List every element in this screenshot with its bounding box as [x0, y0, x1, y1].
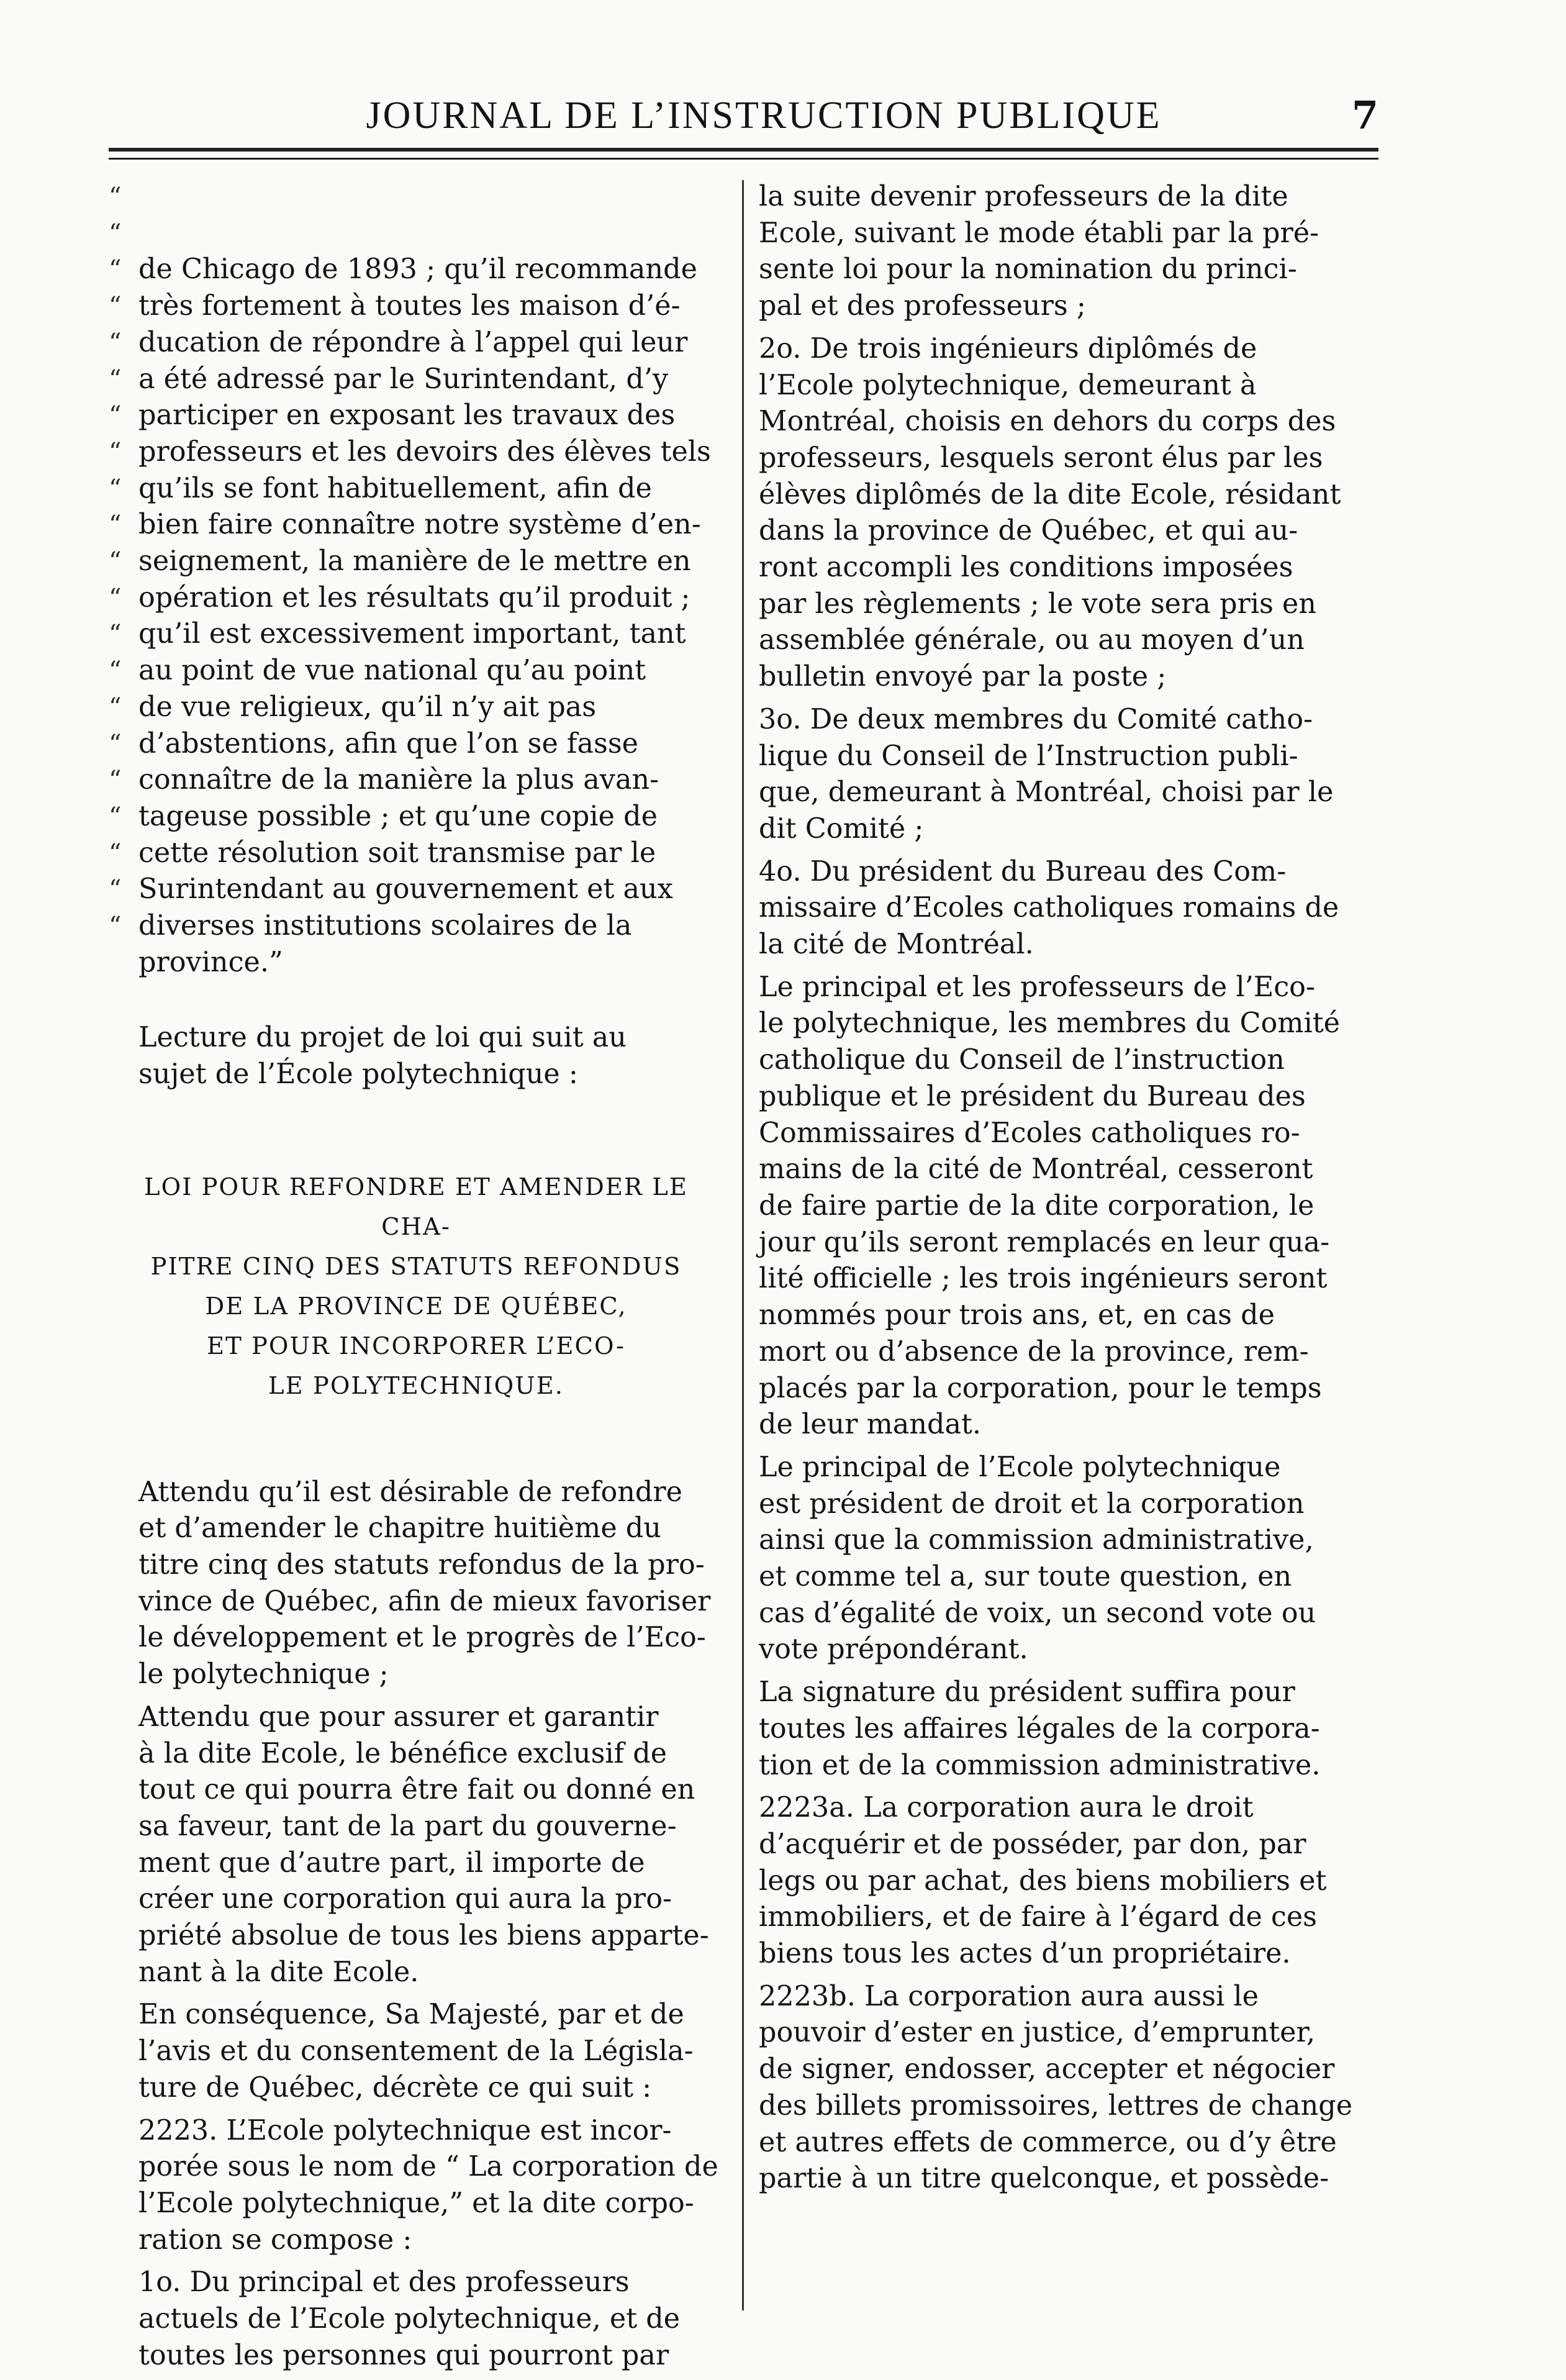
consequence-paragraph: En conséquence, Sa Majesté, par et de l’avis et du consentement de la Législa- ture de Québec, décrète ce qui suit : [138, 1999, 694, 2104]
header-rule-thick [109, 148, 1378, 152]
article-2223b: 2223b. La corporation aura aussi le pouvoir d’ester en justice, d’emprunter, de signer, endosser, accepter et négocier des billets promissoires, lettres de change et autres effets de commerce, ou d’y être partie à un titre quelconque, et possède- [759, 1980, 1353, 2195]
law-heading: LOI POUR REFONDRE ET AMENDER LE CHA- PITRE CINQ DES STATUTS REFONDUS DE LA PROVINCE DE QUÉBEC, ET POUR INCORPORER L’ECO- LE POLYTECHNIQUE. [144, 1173, 688, 1400]
item-1o-continued: la suite devenir professeurs de la dite Ecole, suivant le mode établi par la pré- sente loi pour la nomination du princi- pal et des professeurs ; [759, 181, 1319, 322]
attendu-paragraph-1: Attendu qu’il est désirable de refondre et d’amender le chapitre huitième du titre cinq des statuts refondus de la pro- vince de Québec, afin de mieux favoriser le développement et le progrès de l’Eco- le polytechnique ; [138, 1476, 711, 1691]
principal-professors-paragraph: Le principal et les professeurs de l’Eco- le polytechnique, les membres du Comité catholique du Conseil de l’instruction publique et le président du Bureau des Commissaires d’Ecoles catholiques ro- mains de la cité de Montréal, cesseront de faire partie de la dite corporation, le jour qu’ils seront remplacés en leur qua- lité officielle ; les trois ingénieurs seront nommés pour trois ans, et, en cas de mort ou d’absence de la province, rem- placés par la corporation, pour le temps de leur mandat. [759, 971, 1340, 1441]
page-number: 7 [1351, 93, 1378, 138]
signature-paragraph: La signature du président suffira pour toutes les affaires légales de la corpora- tion et de la commission administrative. [759, 1676, 1321, 1781]
quote-text: de Chicago de 1893 ; qu’il recommande très fortement à toutes les maison d’é- ducation de répondre à l’appel qui leur a été adressé par le Surintendant, d’y participer en exposant les travaux des professeurs et les devoirs des élèves tels qu’ils se font habituellement, afin de bien faire connaître notre système d’en- seignement, la manière de le mettre en opération et les résultats qu’il produit ; qu’il est excessivement important, tant au point de vue national qu’au point de vue religieux, qu’il n’y ait pas d’abstentions, afin que l’on se fasse connaître de la manière la plus avan- tageuse possible ; et qu’une copie de cette résolution soit transmise par le Surintendant au gouvernement et aux diverses institutions scolaires de la province.” [138, 253, 711, 978]
item-2o: 2o. De trois ingénieurs diplômés de l’Ecole polytechnique, demeurant à Montréal, choisis en dehors du corps des professeurs, lesquels seront élus par les élèves diplômés de la dite Ecole, résidant dans la province de Québec, et qui au- ront accompli les conditions imposées par les règlements ; le vote sera pris en assemblée générale, ou au moyen d’un bulletin envoyé par la poste ; [759, 332, 1341, 693]
item-1o: 1o. Du principal et des professeurs actuels de l’Ecole polytechnique, et de toutes les personnes qui pourront par [138, 2266, 681, 2371]
attendu-paragraph-2: Attendu que pour assurer et garantir à la dite Ecole, le bénéfice exclusif de tout ce qui pourra être fait ou donné en sa faveur, tant de la part du gouverne- ment que d’autre part, il importe de créer une corporation qui aura la pro- priété absolue de tous les biens apparte- nant à la dite Ecole. [138, 1701, 709, 1988]
quote-marks: “ “ “ “ “ “ “ “ “ “ “ “ “ “ “ “ “ “ “ “ “ [109, 183, 122, 941]
lecture-paragraph: Lecture du projet de loi qui suit au sujet de l’École polytechnique : [138, 1022, 627, 1090]
article-2223: 2223. L’Ecole polytechnique est incor- porée sous le nom de “ La corporation de l’Ecole polytechnique,” et la dite corpo- ration se compose : [138, 2114, 718, 2256]
running-head [149, 91, 1378, 140]
item-3o: 3o. De deux membres du Comité catho- lique du Conseil de l’Instruction publi- que, demeurant à Montréal, choisi par le dit Comité ; [759, 703, 1334, 845]
article-2223a: 2223a. La corporation aura le droit d’acquérir et de posséder, par don, par legs ou par achat, des biens mobiliers et immobiliers, et de faire à l’égard de ces biens tous les actes d’un propriétaire. [759, 1792, 1327, 1970]
journal-title: JOURNAL DE L’INSTRUCTION PUBLIQUE [366, 94, 1162, 137]
quoted-resolution [109, 179, 723, 1017]
item-4o: 4o. Du président du Bureau des Com- missaire d’Ecoles catholiques romains de la cité de Montréal. [759, 855, 1339, 961]
header-rule-thin [109, 158, 1378, 160]
column-divider [742, 180, 744, 2310]
principal-president-paragraph: Le principal de l’Ecole polytechnique est président de droit et la corporation ainsi que la commission administrative, et comme tel a, sur toute question, en cas d’égalité de voix, un second vote ou vote prépondérant. [759, 1451, 1316, 1666]
left-column [109, 179, 723, 2380]
right-column [759, 179, 1386, 2204]
